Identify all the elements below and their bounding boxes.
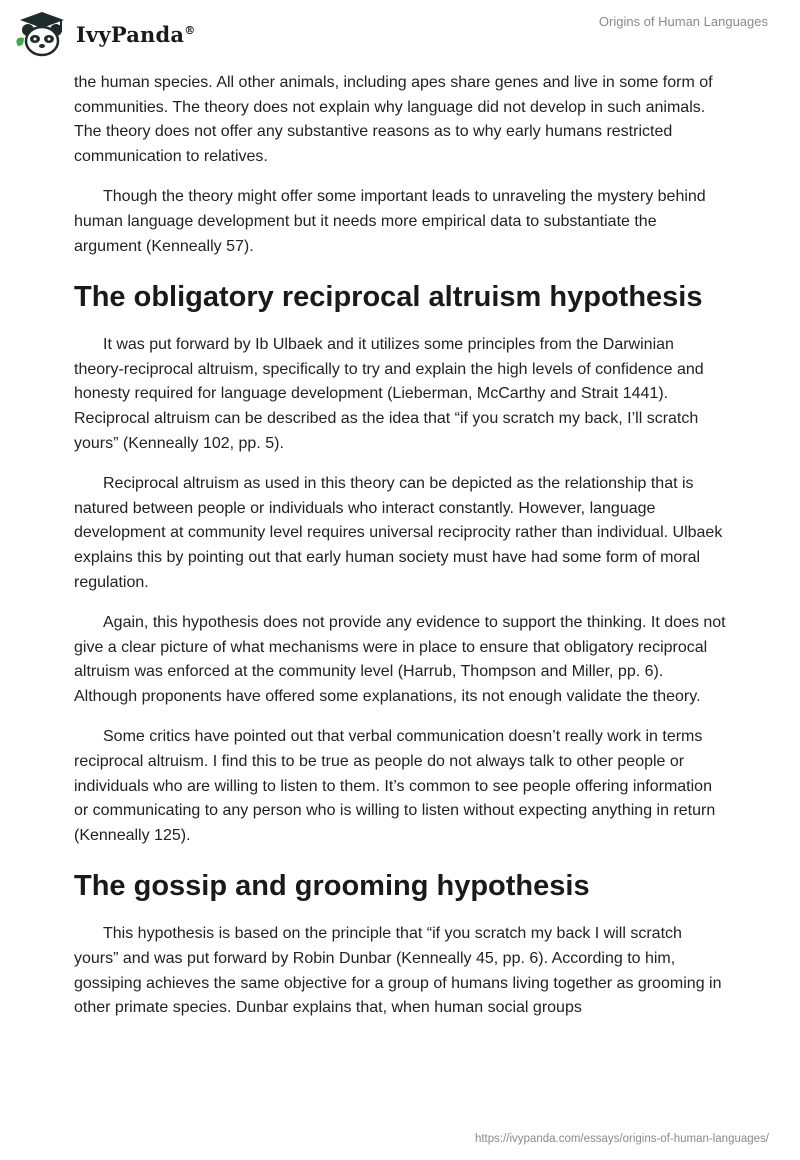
logo-wordmark: IvyPanda — [76, 21, 185, 47]
section-heading-reciprocal-altruism: The obligatory reciprocal altruism hypothesis — [74, 281, 703, 314]
paragraph-5: Again, this hypothesis does not provide any evidence to support the thinking. It does not give a clear picture of what mechanisms were in place to ensure that obligatory reciprocal altruism was enforced at the community level (Harrub, Thompson and Miller, pp. 6). Although proponents have offered some explanations, its not enough validate the theory. — [74, 614, 726, 705]
page-header — [0, 0, 800, 70]
paragraph-3: It was put forward by Ib Ulbaek and it utilizes some principles from the Darwinian theory-reciprocal altruism, specifically to try and explain the high levels of confidence and honesty required for language development (Lieberman, McCarthy and Strait 1441). Reciprocal altruism can be described as the idea that “if you scratch my back, I’ll scratch yours” (Kenneally 102, pp. 5). — [74, 336, 704, 452]
panda-graduate-icon — [14, 10, 70, 58]
document-title: Origins of Human Languages — [598, 14, 768, 29]
paragraph-4: Reciprocal altruism as used in this theory can be depicted as the relationship that is natured between people or individuals who interact constantly. However, language development at community level requires universal reciprocity rather than individual. Ulbaek explains this by pointing out that early human society must have had some form of moral regulation. — [74, 475, 723, 591]
ivypanda-logo[interactable] — [14, 10, 195, 58]
logo-text — [76, 22, 195, 47]
section-heading-gossip-grooming: The gossip and grooming hypothesis — [74, 870, 590, 903]
paragraph-1: the human species. All other animals, including apes share genes and live in some form of communities. The theory does not explain why language did not develop in such animals. The theory does not offer any substantive reasons as to why early humans restricted communication to relatives. — [74, 74, 713, 165]
paragraph-7: This hypothesis is based on the principle that “if you scratch my back I will scratch yours” and was put forward by Robin Dunbar (Kenneally 45, pp. 6). According to him, gossiping achieves the same objective for a group of humans living together as grooming in other primate species. Dunbar explains that, when human social groups — [74, 925, 722, 1017]
essay-content — [74, 71, 726, 1037]
paragraph-6: Some critics have pointed out that verbal communication doesn’t really work in terms reciprocal altruism. I find this to be true as people do not always talk to other people or individuals who are willing to listen to them. It’s common to see people offering information or communicating to any person who is willing to listen without expecting anything in return (Kenneally 125). — [74, 728, 716, 844]
source-url[interactable]: https://ivypanda.com/essays/origins-of-human-languages/ — [474, 1133, 769, 1145]
paragraph-2: Though the theory might offer some important leads to unraveling the mystery behind human language development but it needs more empirical data to substantiate the argument (Kenneally 57). — [74, 188, 706, 255]
registered-mark: ® — [184, 23, 196, 37]
